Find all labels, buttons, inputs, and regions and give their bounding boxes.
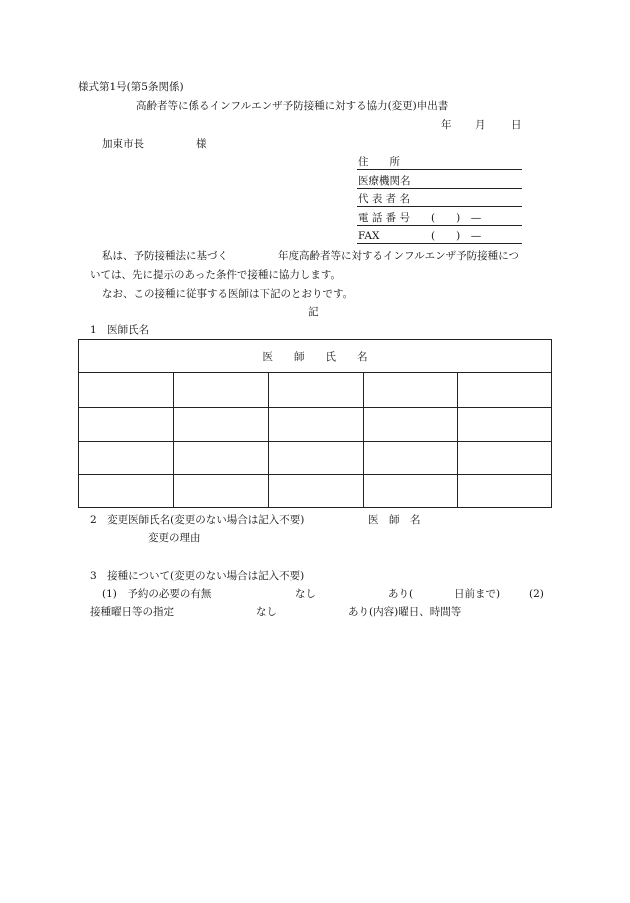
form-number: 様式第1号(第5条関係): [78, 81, 184, 93]
institution-line: [357, 188, 522, 189]
item-2-number: (2): [529, 588, 544, 600]
body-line-3: なお、この接種に従事する医師は下記のとおりです。: [102, 288, 354, 300]
phone-format: ( ) —: [431, 212, 482, 224]
section-2-label: 2 変更医師氏名(変更のない場合は記入不要): [90, 514, 305, 526]
address-line: [357, 169, 522, 170]
fax-label: FAX: [358, 230, 380, 242]
body-line-2: いては、先に提示のあった条件で接種に協力します。: [90, 269, 342, 281]
phone-line: [357, 225, 522, 226]
representative-label: 代 表 者 名: [358, 193, 411, 205]
fax-format: ( ) —: [431, 230, 482, 242]
table-column-divider: [363, 373, 364, 508]
change-reason-label: 変更の理由: [148, 532, 201, 544]
phone-label: 電 話 番 号: [358, 212, 411, 224]
body-line-1b: 年度高齢者等に対するインフルエンザ予防接種につ: [278, 250, 519, 262]
table-row-divider: [79, 407, 551, 408]
table-header: [79, 340, 551, 373]
reservation-label: (1) 予約の必要の有無: [102, 588, 212, 600]
address-label: 住 所: [358, 156, 400, 168]
ki-label: 記: [308, 306, 319, 318]
doctor-name-table: [78, 339, 552, 508]
doctor-name-label: 医 師 名: [368, 514, 421, 526]
date-day: 日: [511, 119, 522, 131]
reservation-days: 日前まで): [454, 588, 501, 600]
date-month: 月: [475, 119, 486, 131]
table-column-divider: [457, 373, 458, 508]
table-column-divider: [173, 373, 174, 508]
section-3-label: 3 接種について(変更のない場合は記入不要): [90, 570, 305, 582]
addressee-honorific: 様: [196, 138, 207, 150]
table-row-divider: [79, 474, 551, 475]
table-row-divider: [79, 441, 551, 442]
body-line-1a: 私は、予防接種法に基づく: [102, 250, 228, 262]
weekday-label: 接種曜日等の指定: [90, 606, 174, 618]
table-column-divider: [268, 373, 269, 508]
section-1-label: 1 医師氏名: [90, 324, 150, 336]
addressee-name: 加東市長: [102, 138, 144, 150]
date-year: 年: [441, 119, 452, 131]
fax-line: [357, 243, 522, 244]
weekday-yes: あり(内容)曜日、時間等: [348, 606, 462, 618]
representative-line: [357, 206, 522, 207]
institution-label: 医療機関名: [358, 175, 411, 187]
table-header-label: 医 師 氏 名: [262, 351, 368, 363]
reservation-none: なし: [295, 588, 316, 600]
reservation-yes: あり(: [388, 588, 414, 600]
document-title: 高齢者等に係るインフルエンザ予防接種に対する協力(変更)申出書: [136, 100, 449, 112]
weekday-none: なし: [256, 606, 277, 618]
